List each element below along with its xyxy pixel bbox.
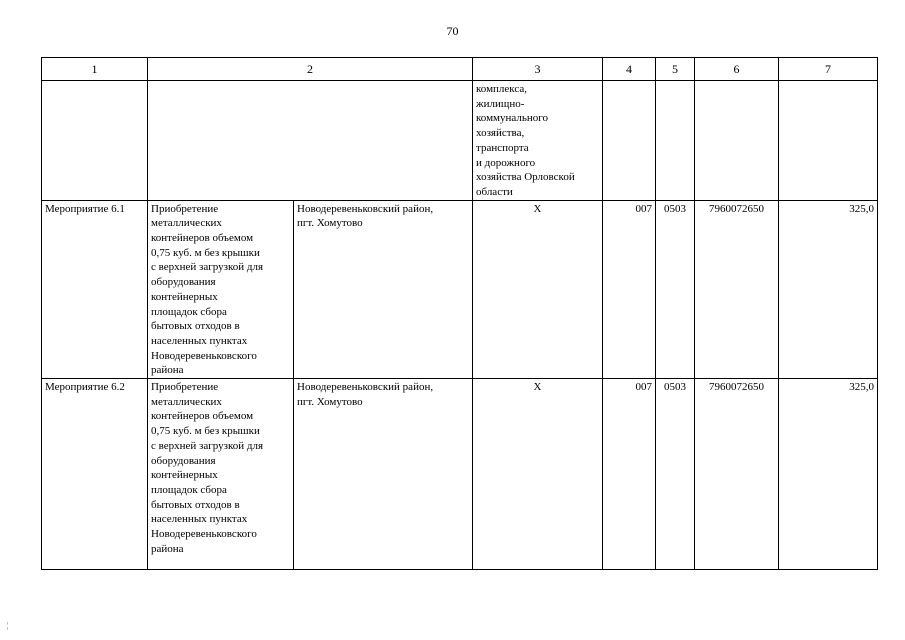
page-number: 70 [446,24,459,38]
code-4-cell [603,81,656,201]
code-5-cell: 0503 [656,379,695,570]
header-col-2: 2 [148,58,473,81]
description-cell: Приобретение металлических контейнеров объемом 0,75 куб. м без крышки с верхней загрузкой для оборудования контейнерных площадок сбора бытовых отходов в населенных пунктах Новодеревеньковского района [148,379,294,570]
header-col-5: 5 [656,58,695,81]
header-row [42,58,878,81]
code-4-cell: 007 [603,379,656,570]
code-5-cell [656,81,695,201]
location-cell: Новодеревеньковский район, пгт. Хомутово [294,379,473,570]
amount-cell: 325,0 [779,379,878,570]
amount-cell: 325,0 [779,200,878,378]
location-cell: Новодеревеньковский район, пгт. Хомутово [294,200,473,378]
code-6-cell [695,81,779,201]
code-5-cell: 0503 [656,200,695,378]
description-cell [148,81,473,201]
code-6-cell: 7960072650 [695,200,779,378]
header-col-6: 6 [695,58,779,81]
budget-table [41,57,878,570]
header-col-3: 3 [473,58,603,81]
table-row [42,200,878,378]
code-4-cell: 007 [603,200,656,378]
scan-edge-mark: ¦ [7,621,9,630]
executor-cell: Х [473,200,603,378]
amount-cell [779,81,878,201]
event-cell [42,81,148,201]
executor-cell: комплекса, жилищно- коммунального хозяйства, транспорта и дорожного хозяйства Орловской области [473,81,603,201]
description-cell: Приобретение металлических контейнеров объемом 0,75 куб. м без крышки с верхней загрузкой для оборудования контейнерных площадок сбора бытовых отходов в населенных пунктах Новодеревеньковского района [148,200,294,378]
header-col-7: 7 [779,58,878,81]
event-cell: Мероприятие 6.1 [42,200,148,378]
table-row [42,379,878,570]
code-6-cell: 7960072650 [695,379,779,570]
executor-cell: Х [473,379,603,570]
table-row [42,81,878,201]
header-col-1: 1 [42,58,148,81]
event-cell: Мероприятие 6.2 [42,379,148,570]
header-col-4: 4 [603,58,656,81]
